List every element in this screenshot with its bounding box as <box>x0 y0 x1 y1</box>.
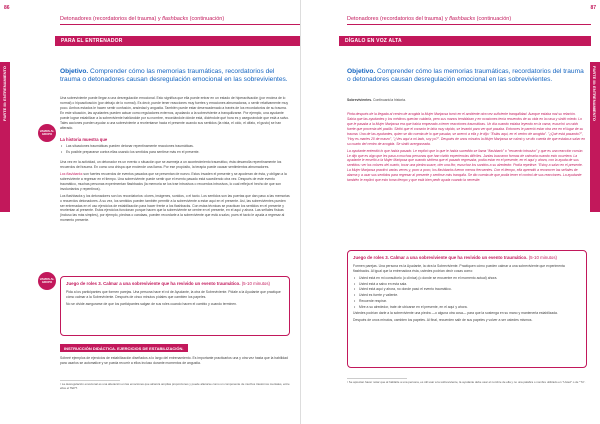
main-text <box>60 160 290 225</box>
paragraph: Pida a los participantes que formen parejas. Una persona hace el rol de Ayudante, la otra de Sobreviviente. Pídale a la Ayudante que practique cómo calmar a la Sobreviviente. Después de cinco minutos pídales que cambien los papeles. <box>66 289 281 299</box>
page-number: 86 <box>4 5 10 11</box>
running-header <box>60 16 224 22</box>
paragraph: Sobrevivientes. Continuará la historia. <box>347 98 406 102</box>
running-header <box>347 16 511 22</box>
side-tab <box>0 62 10 212</box>
activity-body <box>66 290 284 307</box>
activity-title: Juego de roles 3. Calmar a una sobreviviente que ha revivido un evento traumático. (5-10 minutos) <box>353 255 557 260</box>
paragraph: No se olvide asegurarse de que los participantes salgan de sus roles cuando hacen el cambio y cuando terminen. <box>66 301 237 306</box>
paragraph: Pinta después de la llegada al centro de acogida la Mujer Mariposa tomó en el ambiente otra vez suficiente tranquilidad. Aunque estaba mal su relación. Sabía que las ayudantes y los médicos querían cuidarla, pero sus manos temblaban y en ocasiones tenía recuerdos de su vida en la casa y sintió miedo. Lo que le pasaba a la Mujer Mariposa era que había empezado a tener reacciones traumáticas. Un día cuando estaba leyendo en la cama, escuchó un ruido fuerte que provenía del pasillo. Sintió que el corazón le latía muy rápido, se levantó para ver qué pasaba. Entonces le pareció estar otra vez en el lugar de su trauma. Una de las ayudantes, quien se dio cuenta de lo que pasaba, se acercó a ella y le dijo: "Estás aquí, en el centro de acogida". "¿Qué está pasando?", "Hoy es martes 20 de marzo", "¿Ves aquí a mi lado, soy yo?". Después de unos minutos la Mujer Mariposa se calmó y se dio cuenta de que estaba a salvo en su cuarto del centro de acogida. Se sintió avergonzada. <box>347 112 586 146</box>
group-badge-icon: VAMOS AL GRUPO <box>38 124 56 142</box>
story-title: La historia muestra que <box>60 137 108 142</box>
intro-text <box>60 96 290 133</box>
header-tail: (continuación) <box>475 16 512 22</box>
paragraph: Una sobreviviente puede llegar a una desregulación emocional. Esto significa que ella puede entrar en un estado de hiperactivación (por encima de lo normal) o hipoactivación (por debajo de lo normal). Es decir, puede tener reacciones muy fuertes y emociones abrumadoras, o sentir relativamente muy poco. Ambos estados le hacen sentir confusión, ansiedad y angustia. También puede estar desencadenado a través de los recordatorios de su trauma. En este situación, las ayudantes pueden actuar como reguladores externos, ayudando a la sobreviviente a tranquilizarse. Por ejemplo, una ayudante puede lograr estabilizar a la sobreviviente hablándole por su nombre, recordándole dónde está, diciéndole qué hora es y asegurándole que está a salvo. Tales acciones pueden ayudar a una sobreviviente a reorientarse hacia el presente cuando sus sentidos (la vista, el oído, el olfato, el gusto) se han alterado. <box>60 96 290 130</box>
instruction-band: INSTRUCCIÓN DIDÁCTICA. EJERCICIOS DE ESTABILIZACIÓN. <box>60 344 188 352</box>
list-item: • Usted está en mi consultorio (o clínica) (o donde se encuentre en el momento actual) ahora. <box>353 276 581 281</box>
right-page <box>300 0 600 424</box>
activity-body <box>353 264 581 323</box>
story-bullets <box>60 144 290 155</box>
instruction-text <box>60 356 290 368</box>
header-main: Detonadores (recordatorios del trauma) y <box>347 16 448 22</box>
page-number: 87 <box>590 5 596 11</box>
paragraph: Después de unos minutos, cambien los papeles. Al final, recuerden salir de sus papeles y volver a ser ustedes mismos. <box>353 318 533 323</box>
story-text <box>347 112 585 185</box>
list-item: • Usted es fuerte y valiente. <box>353 293 581 298</box>
footnote-rule <box>60 380 120 381</box>
paragraph: Una vez en la actividad, un detonador es un evento o situación que se asemeja a un acontecimiento traumático, ésta desarrolla repentinamente los recuerdos del trauma. En como una chispa que enciende una llama. Por ese propósito, la terapia puede causar sentimientos abrumadores. <box>60 160 282 169</box>
objective-label: Objetivo. <box>347 68 376 75</box>
paragraph: Sóbreé ejemplos de ejercicios de estabilización diseñados a lo largo del entrenamiento. Es importante practicarlos una y otra vez hasta que la habilidad para usarlos se automatice y se pueda recurrir a ellos incluso durante momentos de angustia. <box>60 356 288 365</box>
list-item: • Recuerde respirar. <box>353 299 581 304</box>
activity-title: Juego de roles 3. Calmar a una sobreviviente que ha revivido un evento traumático. (5-10 minutos) <box>66 281 270 286</box>
section-band: DÍGALO EN VOZ ALTA <box>339 36 591 46</box>
header-main: Detonadores (recordatorios del trauma) y <box>60 16 161 22</box>
paragraph: Los flashbacks son fuertes recuerdos de eventos pasados que se presentan de nuevo. Estos invaden el presente y se apoderan de ésta, y obligan a la sobreviviente a regresar en el tiempo. Una sobreviviente puede sentir que el evento pasado está sucediendo otra vez. Después de este evento traumático, muchas personas experimentan flashbacks (la memoria se los trae intrusivos o recuerdos intrusivos, lo cual refleja el hecho de que son involuntarios y repentinos). <box>60 171 287 191</box>
side-tab-label: PARTE III: ENTRENAMIENTO <box>592 66 597 121</box>
header-rule <box>60 24 300 25</box>
header-rule <box>347 24 591 25</box>
list-item: • Las situaciones traumáticas pueden detonar repentinamente reacciones traumáticas. <box>60 144 290 149</box>
paragraph: Ustedes podrían darle a la sobreviviente una piedra —o alguna otra cosa— para que la sostenga en su mano y mantenerla estabilizada. <box>353 311 558 316</box>
objective <box>347 68 585 84</box>
objective <box>60 68 288 84</box>
header-tail: (continuación) <box>188 16 225 22</box>
footnote-rule <box>347 378 407 379</box>
activity-bullets <box>353 276 581 311</box>
objective-label: Objetivo. <box>60 68 89 75</box>
story-box <box>60 137 290 156</box>
header-italic: flashbacks <box>160 16 189 22</box>
list-item: • Es posible prepararse contra ellas usando los sentidos para sentirse más en el presente. <box>60 150 290 155</box>
list-item: • Usted está a salvo en esta sala. <box>353 282 581 287</box>
objective-text: Comprender cómo las memorias traumáticas, recordatorios del trauma o detonadores causan desregulación emocional en las sobrevivientes. <box>347 68 584 83</box>
story-intro <box>347 98 585 105</box>
highlight-term: Los flashbacks <box>60 171 83 176</box>
list-item: • Usted está aquí y ahora, no donde pasó el evento traumático. <box>353 287 581 292</box>
activity-box <box>60 276 290 336</box>
group-badge-icon: VAMOS AL GRUPO <box>38 272 56 290</box>
side-tab-label: PARTE III: ENTRENAMIENTO <box>2 66 7 121</box>
activity-box <box>347 250 587 368</box>
header-italic: flashbacks <box>447 16 476 22</box>
footnote: ¹ La desregulación emocional es una alteración en las emociones que alcanza amplias proporciones y puede alterarse como un componente de muchos trastornos mentales, entre ellos el TEPT. <box>60 382 290 390</box>
list-item: • Mire a su alrededor, trate de ubicarse en el presente, en el aquí y ahora. <box>353 305 581 310</box>
side-tab <box>590 62 600 212</box>
paragraph: Formen parejas. Una persona es la Ayudante, la otra la Sobreviviente. Practiquen cómo pueden calmar a una sobreviviente que experimenta flashbacks. Al igual que la entrenadora ésta, ustedes podrían decir cosas como: <box>353 263 565 273</box>
footnote: ¹ Se aprecian hacer notar que al hablarle a una persona, es útil usar a la sobreviviente, la ayudante debe usar el nombre de ella y no una palabra o nombre utilizado en "Usted" o de "Tú". <box>347 380 586 384</box>
objective-text: Comprender cómo las memorias traumáticas, recordatorios del trauma o detonadores causan desregulación emocional en las sobrevivientes. <box>60 68 288 83</box>
paragraph: Los flashbacks y los detonadores son los recordatorios: olores, imágenes, sonidos, o el tacto. Los sentidos son las puertas que dan paso a las memorias o recuerdos detonadores. A su vez, los sentidos pueden también permitir a la sobreviviente a estar aquí en el presente. Así, las sobrevivientes pueden ser entrenadas en el uso ejercicios de estabilización para hacer frente a los flashbacks. Con estas técnicas se practican los sentidos en el presente y reorientan al presente. Estos ejercicios funcionan porque hacen que la sobreviviente se centre en el presente, en el aquí y ahora. Las señales físicas (incluso las más simples), por ejemplo, piedras o candaas, pueden recordarle a la sobreviviente que está a salvo, pues el tacto le ayuda a regresar al momento presente. <box>60 193 290 223</box>
paragraph: La ayudante entendió lo que había pasado. Le explicó que lo que le había sucedido se llama "flashback" o "recuerdo intrusivo" y que es una reacción común. Le dijo que es algo que les pasa a muchas personas que han vivido experiencias difíciles. Juntas buscaron formas de calmarla cuando esto ocurriera. La ayudante le enseñó a la Mujer Mariposa que cuando sintiera que el pasado regresaba, podía estar en el presente, en el aquí y ahora, con la ayuda de sus sentidos: ver los colores del cuarto, tocar una piedra suave, oler una flor, escuchar los sonidos a su alrededor. Podía repetirse: "Estoy a salvo en el presente. La Mujer Mariposa practicó varias veces y, poco a poco, los flashbacks fueron menos frecuentes. Con el tiempo, ella aprendió a reconocer las señales de alarma y a usar sus sentidos para regresar al presente y sentirse más tranquila. Se dio cuenta de que podía tener el control de sus reacciones. La ayudante también le explicó que esto toma tiempo y que está bien pedir ayuda cuando la necesite. <box>347 148 584 183</box>
section-band: PARA EL ENTRENADOR <box>55 36 300 46</box>
